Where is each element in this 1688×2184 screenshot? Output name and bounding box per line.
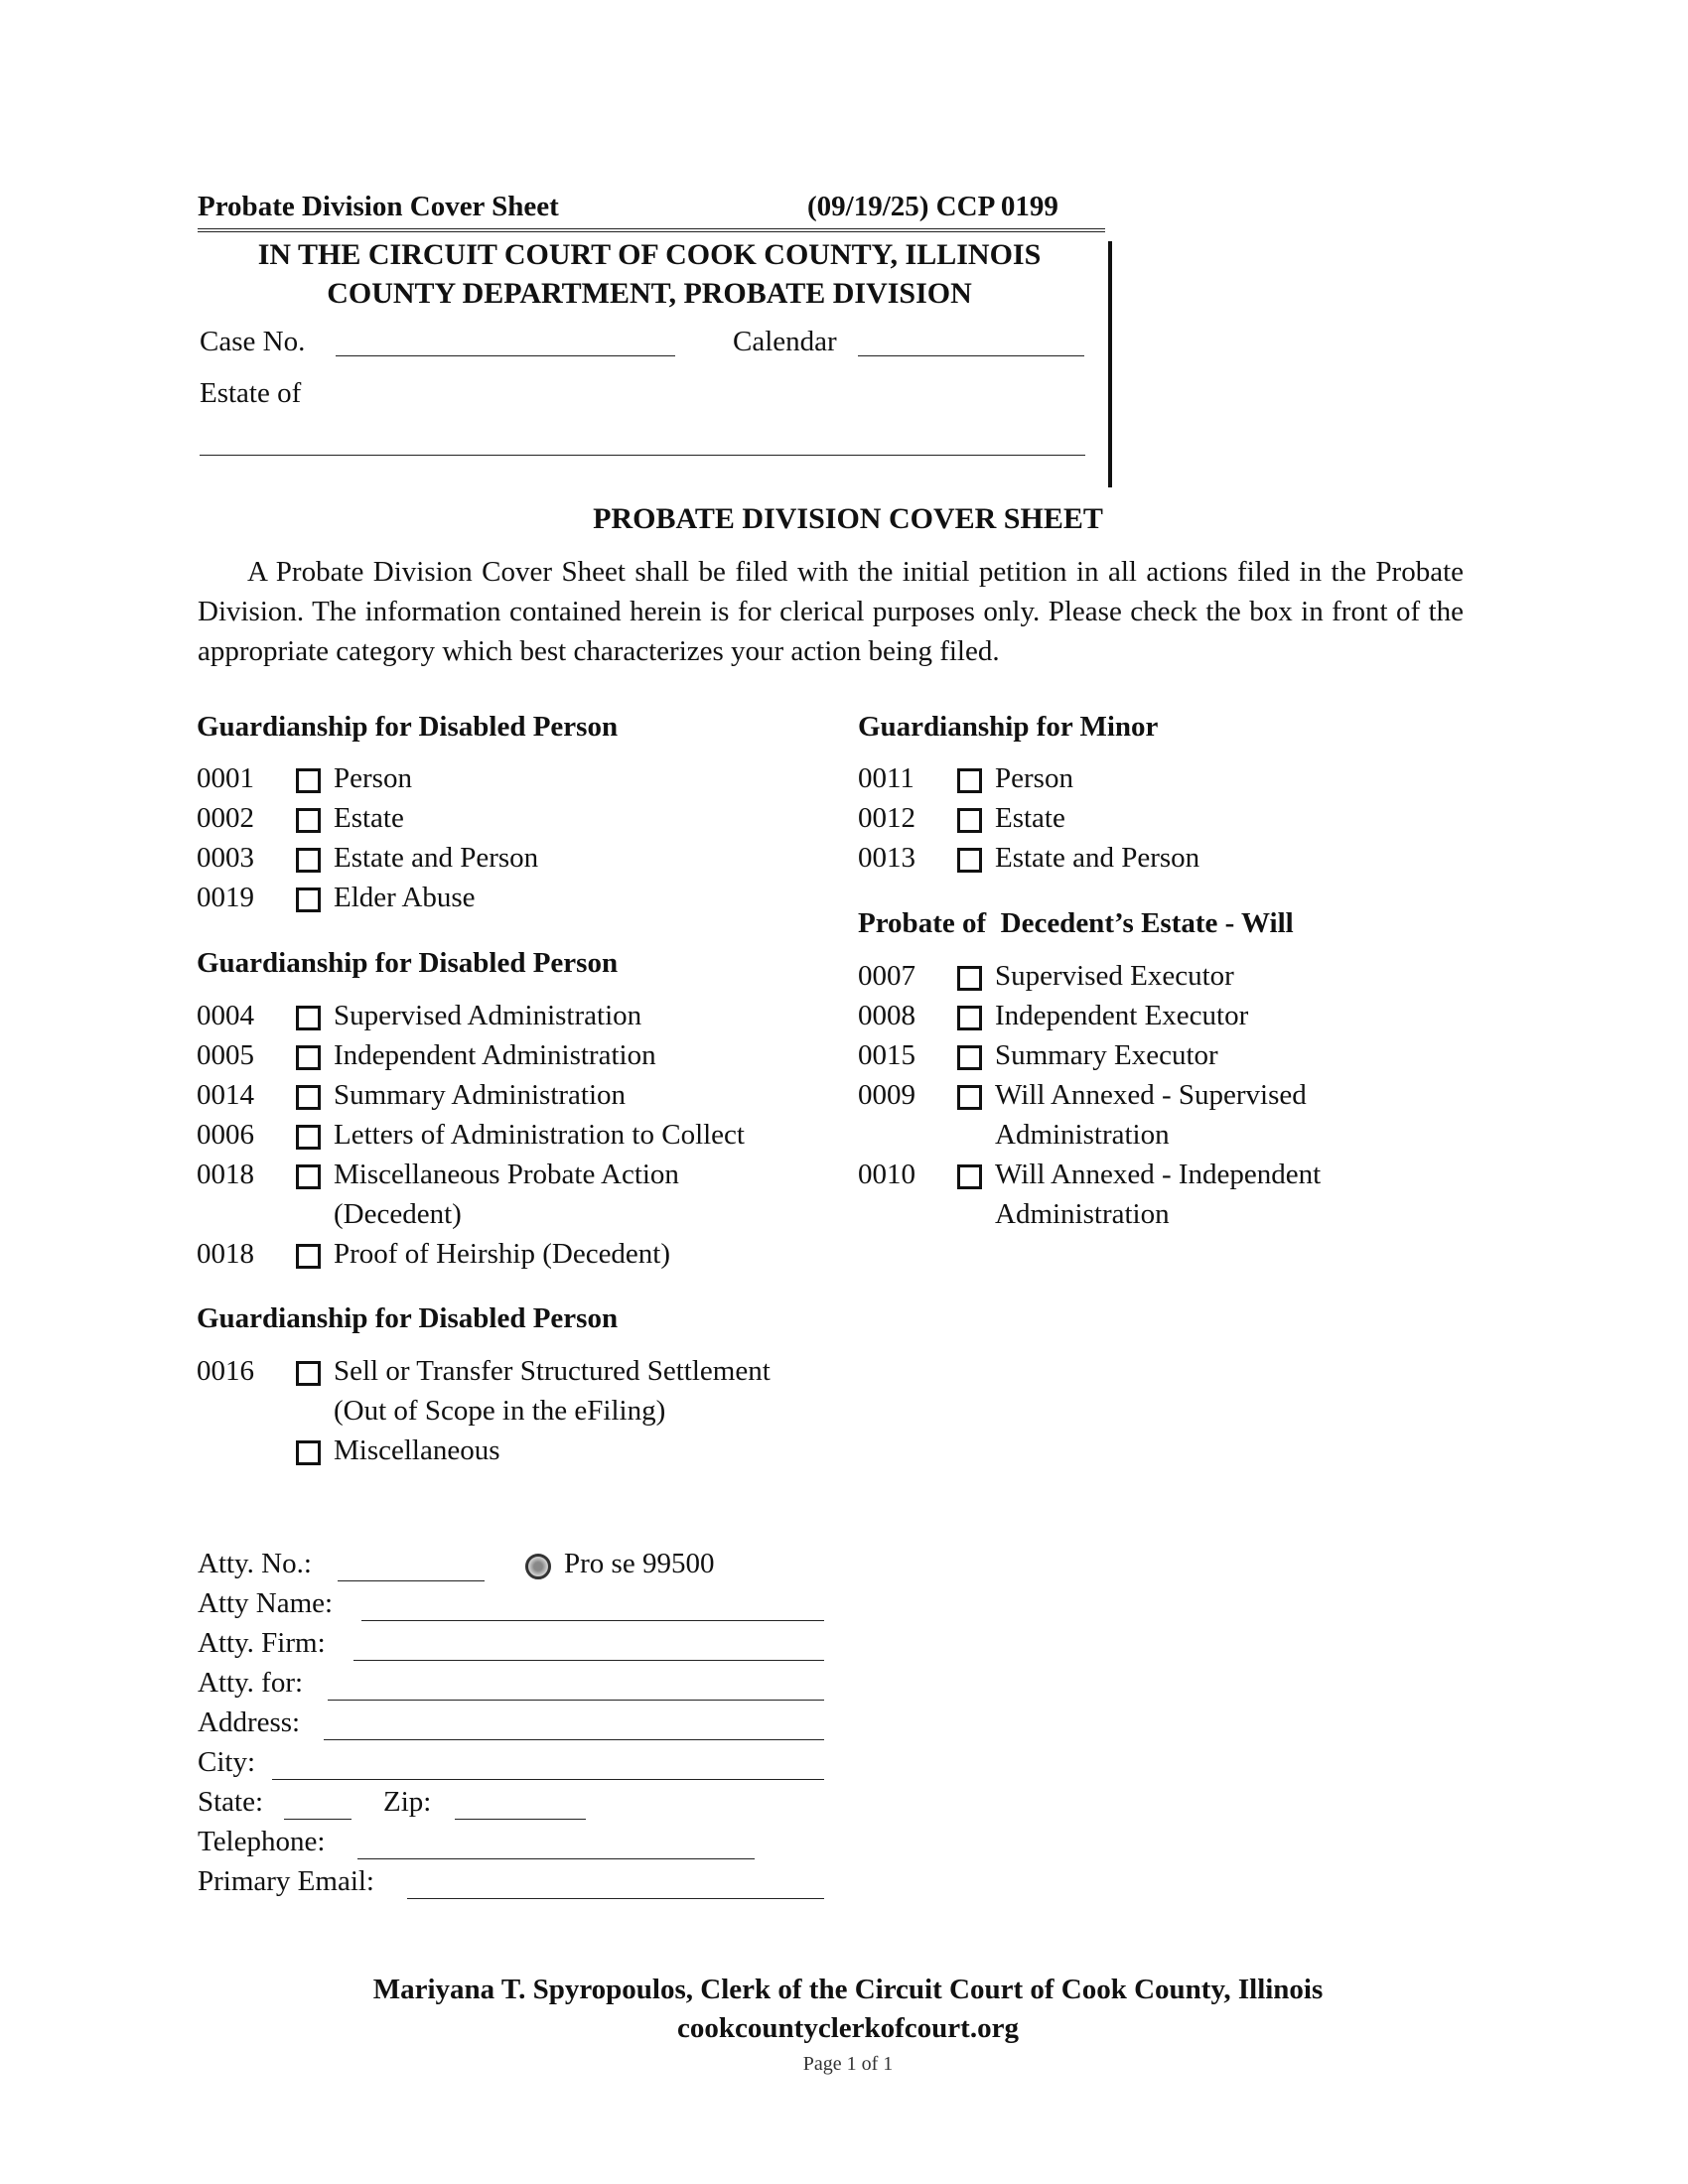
item-code: 0013 [858, 842, 915, 874]
checkbox[interactable] [296, 808, 321, 833]
pro-se-label: Pro se 99500 [564, 1548, 715, 1579]
item-label: Supervised Executor [995, 960, 1234, 992]
list-item [197, 1234, 832, 1274]
item-label-continued: Administration [995, 1198, 1170, 1230]
section-heading: Guardianship for Disabled Person [197, 711, 619, 743]
clerk-name: Mariyana T. Spyropoulos, Clerk of the Circuit Court of Cook County, Illinois [372, 1974, 1324, 2005]
email-field[interactable] [407, 1898, 824, 1899]
form-code: (09/19/25) CCP 0199 [807, 191, 1058, 222]
checkbox[interactable] [296, 768, 321, 793]
checkbox[interactable] [296, 1440, 321, 1465]
item-code: 0004 [197, 1000, 254, 1031]
list-item [858, 798, 1454, 838]
item-label: Independent Administration [334, 1039, 656, 1071]
atty-no-field[interactable] [338, 1580, 485, 1581]
item-label: Estate [995, 802, 1065, 834]
item-code: 0018 [197, 1159, 254, 1190]
item-code: 0003 [197, 842, 254, 874]
atty-name-label: Atty Name: [198, 1587, 334, 1619]
calendar-label: Calendar [733, 326, 837, 357]
list-item [197, 758, 832, 798]
item-label-continued: (Decedent) [334, 1198, 462, 1230]
case-no-field[interactable] [336, 355, 675, 356]
checkbox[interactable] [957, 1006, 982, 1030]
atty-name-field[interactable] [361, 1620, 824, 1621]
address-field[interactable] [324, 1739, 824, 1740]
checkbox[interactable] [957, 1164, 982, 1189]
item-code: 0007 [858, 960, 915, 992]
list-item [197, 996, 832, 1035]
estate-of-field[interactable] [200, 455, 1085, 456]
list-item [197, 1035, 832, 1075]
item-label-continued: (Out of Scope in the eFiling) [334, 1395, 666, 1427]
item-label: Elder Abuse [334, 882, 476, 913]
item-label: Proof of Heirship (Decedent) [334, 1238, 671, 1270]
checkbox[interactable] [296, 1125, 321, 1150]
telephone-field[interactable] [357, 1858, 755, 1859]
atty-no-label: Atty. No.: [198, 1548, 312, 1579]
estate-of-label: Estate of [200, 377, 302, 409]
item-code: 0016 [197, 1355, 254, 1387]
item-label: Estate and Person [334, 842, 539, 874]
checkbox[interactable] [296, 1244, 321, 1269]
atty-firm-field[interactable] [353, 1660, 824, 1661]
form-name: Probate Division Cover Sheet [198, 191, 559, 222]
state-label: State: [198, 1786, 264, 1818]
list-item [858, 956, 1454, 996]
checkbox[interactable] [296, 1085, 321, 1110]
list-item [197, 1075, 832, 1115]
checkbox[interactable] [957, 848, 982, 873]
item-label: Supervised Administration [334, 1000, 642, 1031]
item-code: 0002 [197, 802, 254, 834]
email-label: Primary Email: [198, 1865, 374, 1897]
item-label: Person [334, 762, 412, 794]
court-line-1: IN THE CIRCUIT COURT OF COOK COUNTY, ILLINOIS [257, 238, 1042, 271]
list-item [858, 1155, 1454, 1234]
list-item [197, 1155, 832, 1234]
list-item [858, 838, 1454, 878]
item-code: 0009 [858, 1079, 915, 1111]
item-code: 0010 [858, 1159, 915, 1190]
item-code: 0011 [858, 762, 914, 794]
checkbox[interactable] [296, 1006, 321, 1030]
list-item [197, 1115, 832, 1155]
page-number: Page 1 of 1 [802, 2053, 894, 2075]
item-code: 0001 [197, 762, 254, 794]
calendar-field[interactable] [858, 355, 1084, 356]
checkbox[interactable] [957, 966, 982, 991]
item-label: Estate and Person [995, 842, 1200, 874]
list-item [858, 1035, 1454, 1075]
item-label: Summary Administration [334, 1079, 627, 1111]
item-label-continued: Administration [995, 1119, 1170, 1151]
checkbox[interactable] [296, 1045, 321, 1070]
item-label: Letters of Administration to Collect [334, 1119, 745, 1151]
section-heading: Guardianship for Disabled Person [197, 947, 619, 979]
zip-label: Zip: [383, 1786, 432, 1818]
address-label: Address: [198, 1706, 301, 1738]
item-code: 0018 [197, 1238, 254, 1270]
intro-paragraph: A Probate Division Cover Sheet shall be filed with the initial petition in all actions filed in the Probate Division. The information contained herein is for clerical purposes only. Please check the box in front of the appropriate category which best characterizes your action being filed. [198, 556, 1464, 667]
checkbox[interactable] [296, 1164, 321, 1189]
item-code: 0015 [858, 1039, 915, 1071]
list-item [197, 798, 832, 838]
item-label: Will Annexed - Independent [995, 1159, 1322, 1190]
item-code: 0019 [197, 882, 254, 913]
checkbox[interactable] [296, 1361, 321, 1386]
caption-bracket [1108, 241, 1112, 487]
list-item [858, 996, 1454, 1035]
item-label: Will Annexed - Supervised [995, 1079, 1307, 1111]
case-no-label: Case No. [200, 326, 306, 357]
zip-field[interactable] [455, 1819, 586, 1820]
item-label: Miscellaneous [334, 1434, 500, 1466]
section-heading: Probate of Decedent’s Estate - Will [858, 907, 1294, 939]
list-item [197, 1431, 832, 1470]
item-code: 0012 [858, 802, 915, 834]
pro-se-radio[interactable] [525, 1554, 551, 1579]
checkbox[interactable] [296, 887, 321, 912]
section-heading: Guardianship for Minor [858, 711, 1159, 743]
clerk-website: cookcountyclerkofcourt.org [677, 2012, 1019, 2044]
item-label: Estate [334, 802, 404, 834]
item-code: 0014 [197, 1079, 254, 1111]
checkbox[interactable] [957, 808, 982, 833]
atty-for-field[interactable] [328, 1700, 824, 1701]
header-rule [198, 228, 1105, 232]
atty-for-label: Atty. for: [198, 1667, 304, 1699]
checkbox[interactable] [957, 1085, 982, 1110]
list-item [197, 1351, 852, 1431]
list-item [197, 878, 832, 917]
item-label: Sell or Transfer Structured Settlement [334, 1355, 771, 1387]
list-item [858, 1075, 1454, 1155]
city-label: City: [198, 1746, 256, 1778]
section-heading: Guardianship for Disabled Person [197, 1302, 619, 1334]
checkbox[interactable] [296, 848, 321, 873]
item-label: Miscellaneous Probate Action [334, 1159, 679, 1190]
item-code: 0008 [858, 1000, 915, 1031]
city-field[interactable] [272, 1779, 824, 1780]
checkbox[interactable] [957, 1045, 982, 1070]
item-label: Person [995, 762, 1073, 794]
item-label: Independent Executor [995, 1000, 1249, 1031]
court-line-2: COUNTY DEPARTMENT, PROBATE DIVISION [327, 277, 972, 310]
telephone-label: Telephone: [198, 1826, 326, 1857]
list-item [197, 838, 832, 878]
item-code: 0005 [197, 1039, 254, 1071]
checkbox[interactable] [957, 768, 982, 793]
item-code: 0006 [197, 1119, 254, 1151]
atty-firm-label: Atty. Firm: [198, 1627, 326, 1659]
state-field[interactable] [284, 1819, 352, 1820]
list-item [858, 758, 1454, 798]
page-title: PROBATE DIVISION COVER SHEET [593, 502, 1103, 535]
item-label: Summary Executor [995, 1039, 1218, 1071]
